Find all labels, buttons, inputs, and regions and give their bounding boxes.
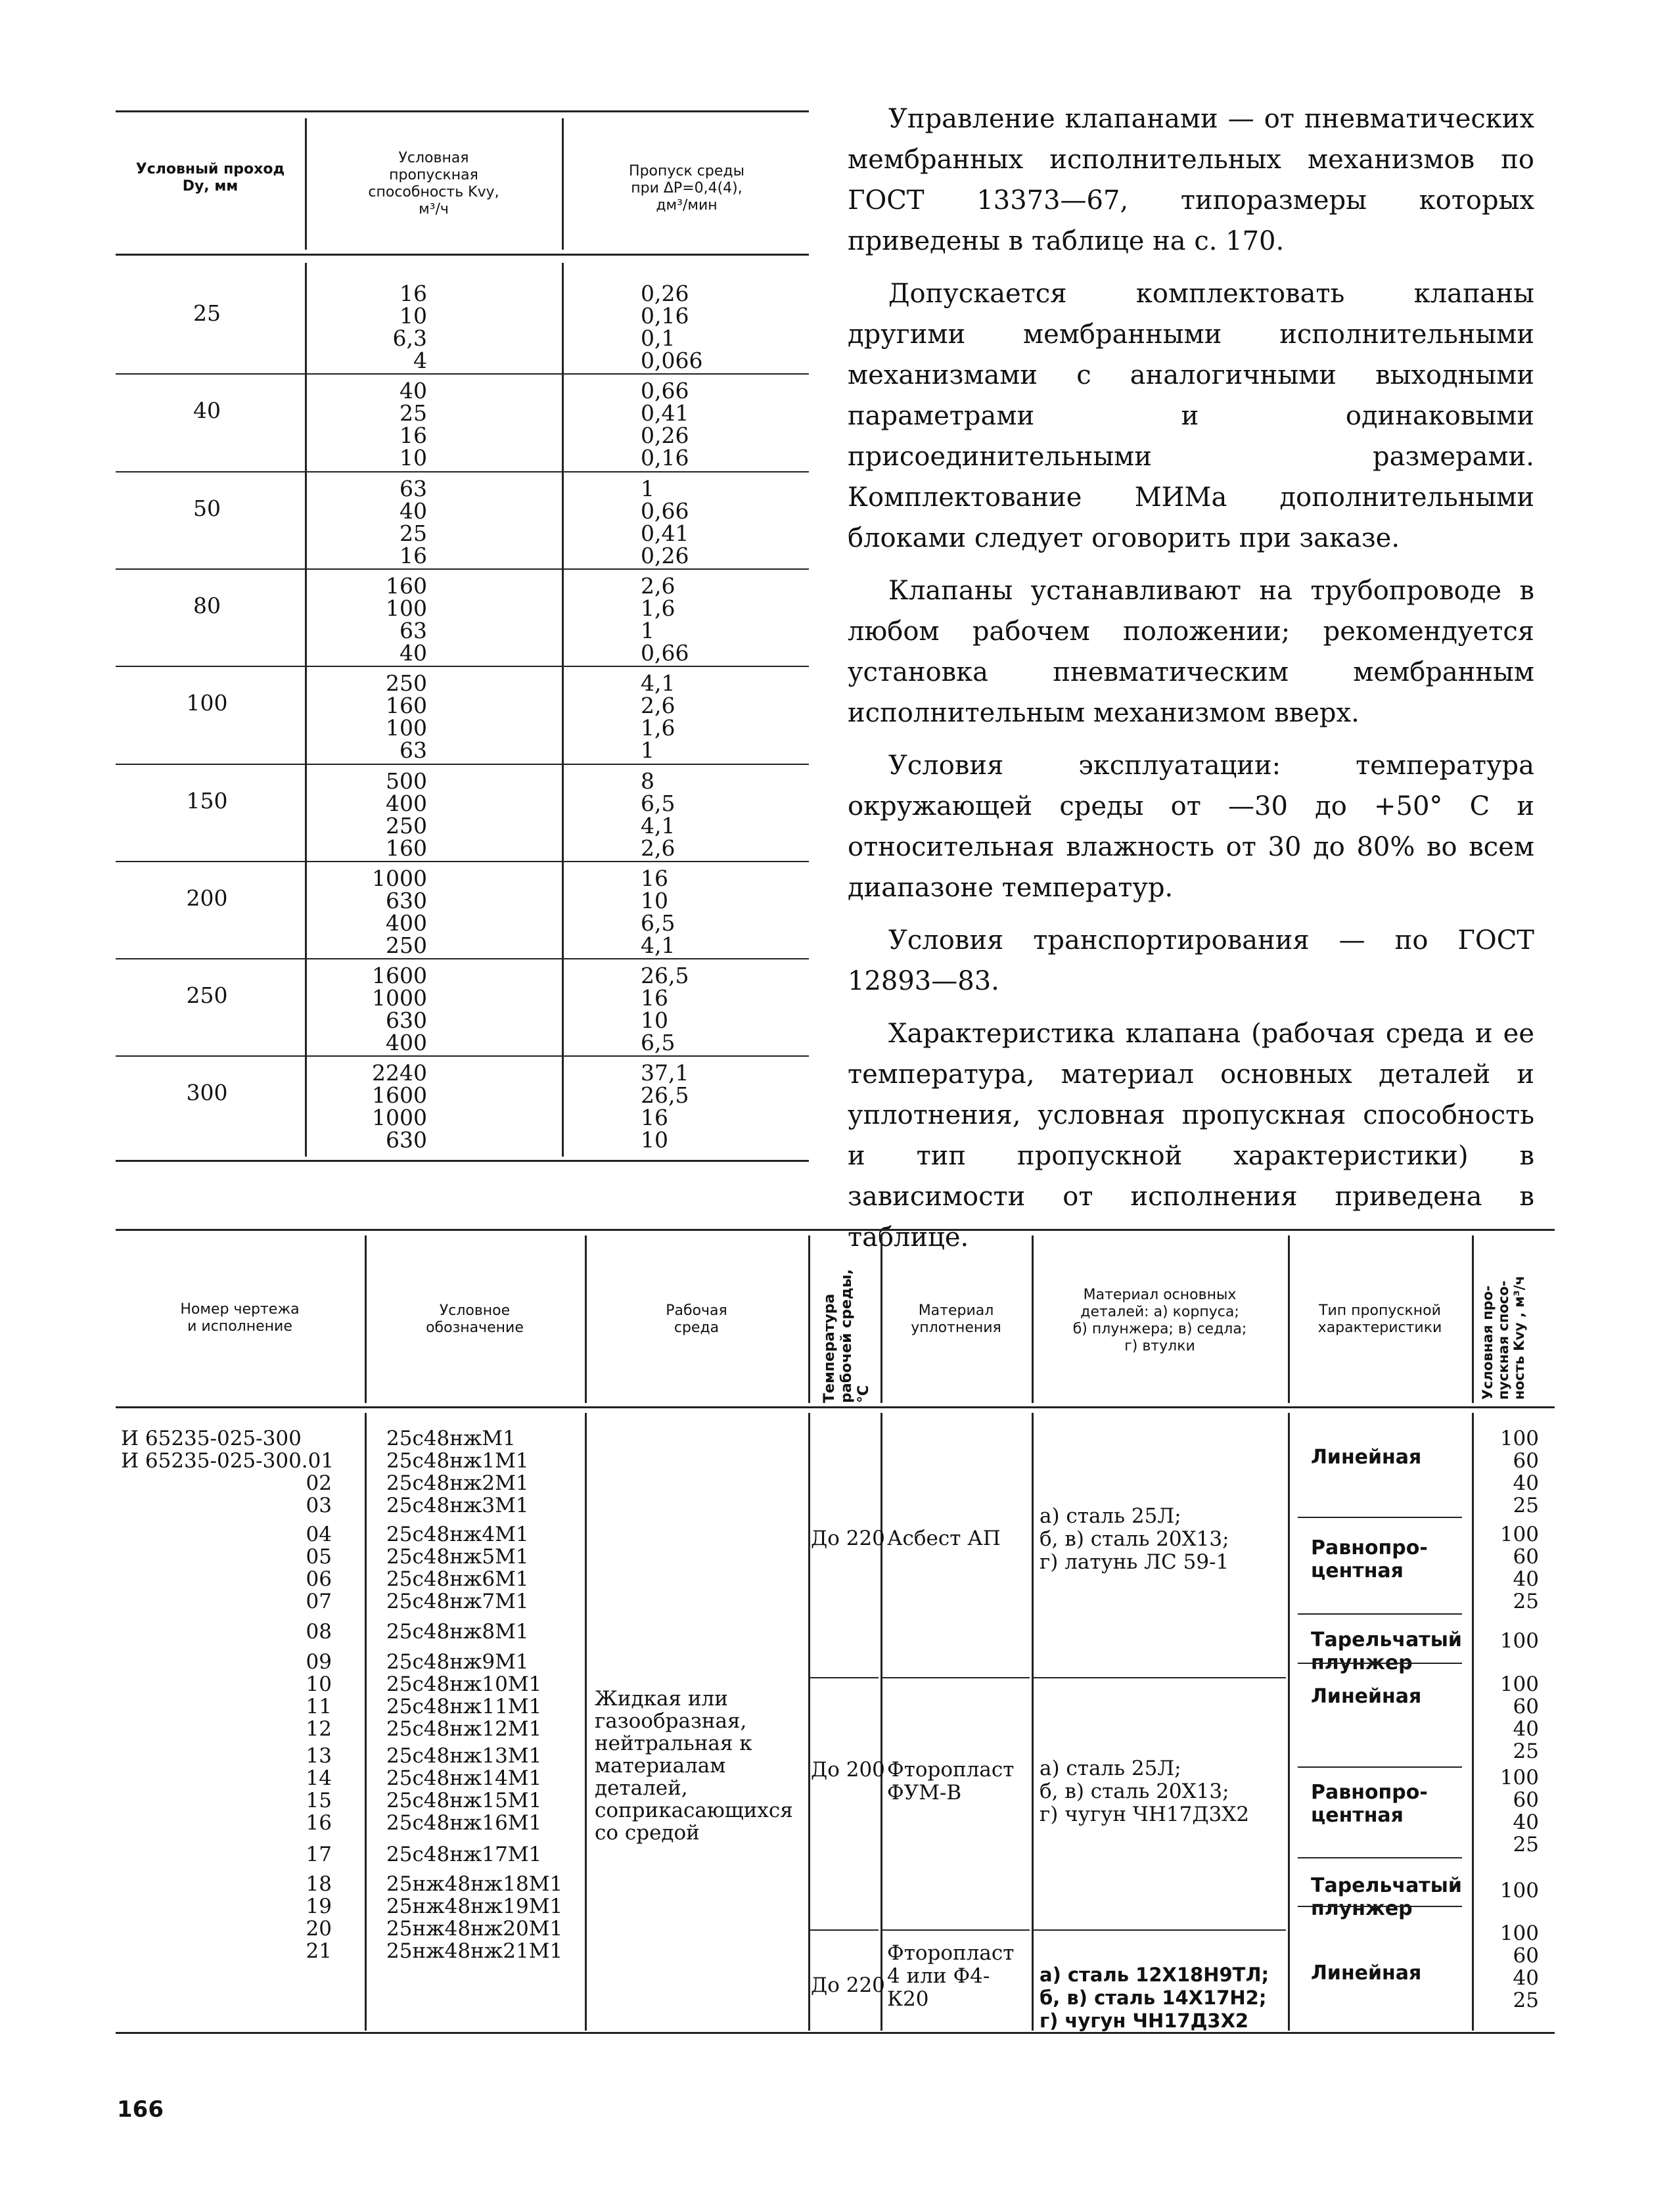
t1-kv-value: 16 — [400, 423, 427, 449]
t2-characteristic: Линейная — [1311, 1685, 1422, 1708]
t2-header-temp: Температура рабочей среды, °С — [821, 1269, 872, 1403]
t2-drawing-number: 09 — [306, 1650, 332, 1674]
t1-flow-value: 16 — [641, 1105, 668, 1131]
t2-drawing-number: 12 — [306, 1717, 332, 1741]
t2-designation: 25с48нж3М1 — [386, 1494, 529, 1517]
t1-flow-value: 0,16 — [641, 445, 689, 471]
t1-dy-value: 150 — [186, 787, 228, 814]
t1-dy-value: 250 — [186, 982, 228, 1009]
t2-drawing-number: И 65235-025-300 — [121, 1427, 302, 1450]
t2-kv-value: 60 — [1513, 1695, 1539, 1718]
t2-designation: 25с48нж5М1 — [386, 1545, 529, 1569]
t2-drawing-number: 04 — [306, 1523, 332, 1546]
t2-designation: 25нж48нж19М1 — [386, 1895, 563, 1918]
t2-drawing-number: 02 — [306, 1471, 332, 1495]
t1-dy-value: 40 — [193, 398, 221, 424]
t2-header-parts: Материал основных деталей: а) корпуса; б) плунжера; в) седла; г) втулки — [1072, 1287, 1247, 1354]
t1-kv-value: 100 — [386, 595, 427, 621]
t2-characteristic: Тарельчатый плунжер — [1311, 1874, 1462, 1920]
t2-drawing-number: И 65235-025-300.01 — [121, 1449, 334, 1473]
t1-flow-value: 0,66 — [641, 378, 689, 404]
paragraph: Управление клапанами — от пневматических мембранных исполнительных механизмов по ГОСТ 13373—67, типоразмеры которых приведены в таблице на с. 170. — [848, 104, 1534, 256]
t2-kv-value: 25 — [1513, 1590, 1539, 1613]
t1-kv-value: 1000 — [372, 1105, 427, 1131]
t2-header-kvy: Условная про- пускная спосо- ность Kvу , м³/ч — [1480, 1276, 1527, 1400]
t2-header-designation: Условное обозначение — [426, 1302, 524, 1336]
t2-parts: а) сталь 12Х18Н9ТЛ; б, в) сталь 14Х17Н2; г) чугун ЧН17Д3Х2 — [1040, 1964, 1269, 2032]
t1-flow-value: 0,1 — [641, 325, 675, 351]
t2-kv-value: 25 — [1513, 1740, 1539, 1763]
t2-kv-value: 100 — [1499, 1523, 1539, 1546]
t1-kv-value: 6,3 — [392, 325, 427, 351]
t1-kv-value: 400 — [386, 1030, 427, 1056]
t2-temp: До 220 — [811, 1973, 885, 1997]
t1-kv-value: 63 — [400, 737, 427, 764]
t2-characteristic: Линейная — [1311, 1446, 1422, 1469]
t1-kv-value: 10 — [400, 303, 427, 329]
t2-drawing-number: 06 — [306, 1567, 332, 1591]
paragraph: Допускается комплектовать клапаны другими мембранными исполнительными механизмами с аналогичными выходными параметрами и одинаковыми присоединительными размерами. Комплектование МИМа дополнительными блоками следует оговорить при заказе. — [848, 279, 1534, 553]
t2-characteristic: Линейная — [1311, 1962, 1422, 1985]
t2-kv-value: 40 — [1513, 1567, 1539, 1591]
t2-kv-value: 60 — [1513, 1788, 1539, 1812]
t2-characteristic: Тарельчатый плунжер — [1311, 1628, 1462, 1674]
t2-drawing-number: 15 — [306, 1789, 332, 1812]
t2-drawing-number: 14 — [306, 1766, 332, 1790]
t1-kv-value: 2240 — [372, 1060, 427, 1086]
t2-kv-value: 100 — [1499, 1879, 1539, 1902]
t1-flow-value: 0,26 — [641, 542, 689, 568]
t1-flow-value: 16 — [641, 865, 668, 891]
page-number: 166 — [117, 2096, 164, 2123]
t1-kv-value: 160 — [386, 572, 427, 599]
t2-seal: Асбест АП — [887, 1527, 1001, 1550]
t2-designation: 25с48нж16М1 — [386, 1811, 542, 1835]
t2-designation: 25с48нж14М1 — [386, 1766, 542, 1790]
t2-header-drawing: Номер чертежа и исполнение — [180, 1301, 300, 1335]
t1-kv-value: 25 — [400, 520, 427, 546]
t2-designation: 25с48нж15М1 — [386, 1789, 542, 1812]
t1-flow-value: 1 — [641, 737, 654, 764]
t1-dy-value: 25 — [193, 300, 221, 326]
t1-kv-value: 4 — [413, 348, 427, 373]
t2-designation: 25нж48нж18М1 — [386, 1872, 563, 1896]
t1-flow-value: 10 — [641, 1007, 668, 1034]
t2-designation: 25с48нж1М1 — [386, 1449, 529, 1473]
t2-medium: Жидкая или газообразная, нейтральная к материалам деталей, соприкасающихся со средой — [595, 1687, 793, 1845]
t2-characteristic: Равнопро- центная — [1311, 1781, 1428, 1827]
paragraph: Условия транспортирования — по ГОСТ 12893—83. — [848, 925, 1534, 996]
t1-flow-value: 4,1 — [641, 670, 675, 697]
t1-kv-value: 16 — [400, 281, 427, 306]
t2-header-seal: Материал уплотнения — [911, 1302, 1001, 1336]
t1-kv-value: 1600 — [372, 1082, 427, 1109]
t1-flow-value: 1 — [641, 475, 654, 501]
t2-designation: 25с48нж13М1 — [386, 1744, 542, 1768]
t1-flow-value: 2,6 — [641, 572, 675, 599]
t2-parts: а) сталь 25Л; б, в) сталь 20Х13; г) латунь ЛС 59-1 — [1040, 1504, 1229, 1574]
t2-designation: 25с48нж11М1 — [386, 1695, 542, 1718]
t2-seal: Фторопласт ФУМ-В — [887, 1758, 1015, 1805]
t1-flow-value: 10 — [641, 887, 668, 913]
t1-flow-value: 0,16 — [641, 303, 689, 329]
t1-flow-value: 0,41 — [641, 400, 689, 426]
t2-kv-value: 100 — [1499, 1766, 1539, 1789]
t2-kv-value: 100 — [1499, 1922, 1539, 1945]
t2-kv-value: 60 — [1513, 1944, 1539, 1968]
t1-flow-value: 0,066 — [641, 348, 703, 373]
t1-kv-value: 25 — [400, 400, 427, 426]
t2-header-char: Тип пропускной характеристики — [1317, 1302, 1442, 1336]
t1-kv-value: 160 — [386, 693, 427, 719]
t2-designation: 25с48нж4М1 — [386, 1523, 529, 1546]
t2-kv-value: 25 — [1513, 1989, 1539, 2012]
t2-temp: До 220 — [811, 1527, 885, 1550]
t1-flow-value: 0,26 — [641, 281, 689, 306]
t1-kv-value: 63 — [400, 475, 427, 501]
t2-designation: 25с48нж10М1 — [386, 1672, 542, 1696]
t1-kv-value: 40 — [400, 378, 427, 404]
t1-flow-value: 0,26 — [641, 423, 689, 449]
t2-designation: 25с48нж8М1 — [386, 1620, 529, 1644]
t2-parts: а) сталь 25Л; б, в) сталь 20Х13; г) чугун ЧН17Д3Х2 — [1040, 1757, 1250, 1826]
t1-kv-value: 63 — [400, 617, 427, 643]
t2-designation: 25с48нж6М1 — [386, 1567, 529, 1591]
t1-flow-value: 1,6 — [641, 715, 675, 741]
t2-designation: 25с48нжМ1 — [386, 1427, 516, 1450]
t1-kv-value: 40 — [400, 639, 427, 666]
description-text — [848, 99, 1534, 1270]
paragraph: Характеристика клапана (рабочая среда и ее температура, материал основных деталей и уплотнения, условная пропускная способность и тип пропускной характеристики) в зависимости от исполнения приведена в таблице. — [848, 1019, 1534, 1253]
t1-kv-value: 10 — [400, 445, 427, 471]
t1-flow-value: 8 — [641, 768, 654, 794]
t1-kv-value: 16 — [400, 542, 427, 568]
t1-kv-value: 630 — [386, 1127, 427, 1153]
t1-flow-value: 10 — [641, 1127, 668, 1153]
t2-kv-value: 60 — [1513, 1545, 1539, 1569]
t1-dy-value: 200 — [186, 885, 228, 911]
t2-seal: Фторопласт 4 или Ф4-К20 — [887, 1941, 1015, 2011]
t2-drawing-number: 08 — [306, 1620, 332, 1644]
t2-drawing-number: 05 — [306, 1545, 332, 1569]
t2-designation: 25нж48нж21М1 — [386, 1939, 563, 1963]
t1-flow-value: 6,5 — [641, 1030, 675, 1056]
t1-flow-value: 4,1 — [641, 812, 675, 839]
t1-kv-value: 250 — [386, 812, 427, 839]
t1-kv-value: 160 — [386, 835, 427, 861]
t2-kv-value: 40 — [1513, 1471, 1539, 1495]
t2-kv-value: 60 — [1513, 1449, 1539, 1473]
t2-kv-value: 25 — [1513, 1833, 1539, 1856]
t2-kv-value: 100 — [1499, 1629, 1539, 1653]
t2-kv-value: 40 — [1513, 1717, 1539, 1741]
t2-drawing-number: 13 — [306, 1744, 332, 1768]
t1-flow-value: 1,6 — [641, 595, 675, 621]
t1-kv-value: 1600 — [372, 963, 427, 989]
t2-drawing-number: 18 — [306, 1872, 332, 1896]
t1-flow-value: 26,5 — [641, 963, 689, 989]
t2-designation: 25нж48нж20М1 — [386, 1917, 563, 1941]
paragraph: Условия эксплуатации: температура окружающей среды от —30 до +50° С и относительная влажность от 30 до 80% во всем диапазоне температур. — [848, 750, 1534, 903]
t2-drawing-number: 03 — [306, 1494, 332, 1517]
t1-kv-value: 250 — [386, 670, 427, 697]
t1-flow-value: 6,5 — [641, 910, 675, 936]
t2-drawing-number: 16 — [306, 1811, 332, 1835]
t2-drawing-number: 11 — [306, 1695, 332, 1718]
t2-drawing-number: 10 — [306, 1672, 332, 1696]
t2-designation: 25с48нж2М1 — [386, 1471, 529, 1495]
t1-header-dy: Условный проход Dу, мм — [135, 161, 285, 195]
t2-kv-value: 40 — [1513, 1966, 1539, 1990]
t1-kv-value: 500 — [386, 768, 427, 794]
t1-flow-value: 6,5 — [641, 790, 675, 816]
t1-kv-value: 40 — [400, 497, 427, 524]
t1-flow-value: 2,6 — [641, 693, 675, 719]
t2-drawing-number: 20 — [306, 1917, 332, 1941]
t1-header-flow: Пропуск среды при ΔP=0,4(4), дм³/мин — [629, 163, 744, 214]
t2-kv-value: 100 — [1499, 1427, 1539, 1450]
t1-kv-value: 630 — [386, 1007, 427, 1034]
t1-flow-value: 0,41 — [641, 520, 689, 546]
t1-kv-value: 630 — [386, 887, 427, 913]
t2-designation: 25с48нж12М1 — [386, 1717, 542, 1741]
t1-dy-value: 100 — [186, 690, 228, 716]
t2-header-medium: Рабочая среда — [666, 1302, 727, 1336]
t2-drawing-number: 19 — [306, 1895, 332, 1918]
t1-kv-value: 1000 — [372, 985, 427, 1011]
t2-drawing-number: 07 — [306, 1590, 332, 1613]
t1-kv-value: 1000 — [372, 865, 427, 891]
t1-flow-value: 26,5 — [641, 1082, 689, 1109]
t1-flow-value: 2,6 — [641, 835, 675, 861]
t1-kv-value: 100 — [386, 715, 427, 741]
t1-flow-value: 0,66 — [641, 639, 689, 666]
t1-kv-value: 400 — [386, 790, 427, 816]
t1-dy-value: 80 — [193, 592, 221, 618]
t2-designation: 25с48нж9М1 — [386, 1650, 529, 1674]
t1-flow-value: 16 — [641, 985, 668, 1011]
t2-drawing-number: 17 — [306, 1843, 332, 1866]
t2-designation: 25с48нж17М1 — [386, 1843, 542, 1866]
t1-flow-value: 1 — [641, 617, 654, 643]
t1-flow-value: 4,1 — [641, 932, 675, 958]
t1-dy-value: 50 — [193, 495, 221, 521]
t1-kv-value: 400 — [386, 910, 427, 936]
t2-kv-value: 25 — [1513, 1494, 1539, 1517]
t2-designation: 25с48нж7М1 — [386, 1590, 529, 1613]
t1-header-kvy: Условная пропускная способность Kvу, м³/ч — [368, 150, 499, 218]
t2-kv-value: 40 — [1513, 1810, 1539, 1834]
paragraph: Клапаны устанавливают на трубопроводе в любом рабочем положении; рекомендуется установка пневматическим мембранным исполнительным механизмом вверх. — [848, 576, 1534, 728]
t1-kv-value: 250 — [386, 932, 427, 958]
t1-flow-value: 37,1 — [641, 1060, 689, 1086]
t2-kv-value: 100 — [1499, 1672, 1539, 1696]
t2-drawing-number: 21 — [306, 1939, 332, 1963]
t2-temp: До 200 — [811, 1758, 885, 1782]
t2-characteristic: Равнопро- центная — [1311, 1536, 1428, 1582]
t1-dy-value: 300 — [186, 1080, 228, 1106]
t1-flow-value: 0,66 — [641, 497, 689, 524]
